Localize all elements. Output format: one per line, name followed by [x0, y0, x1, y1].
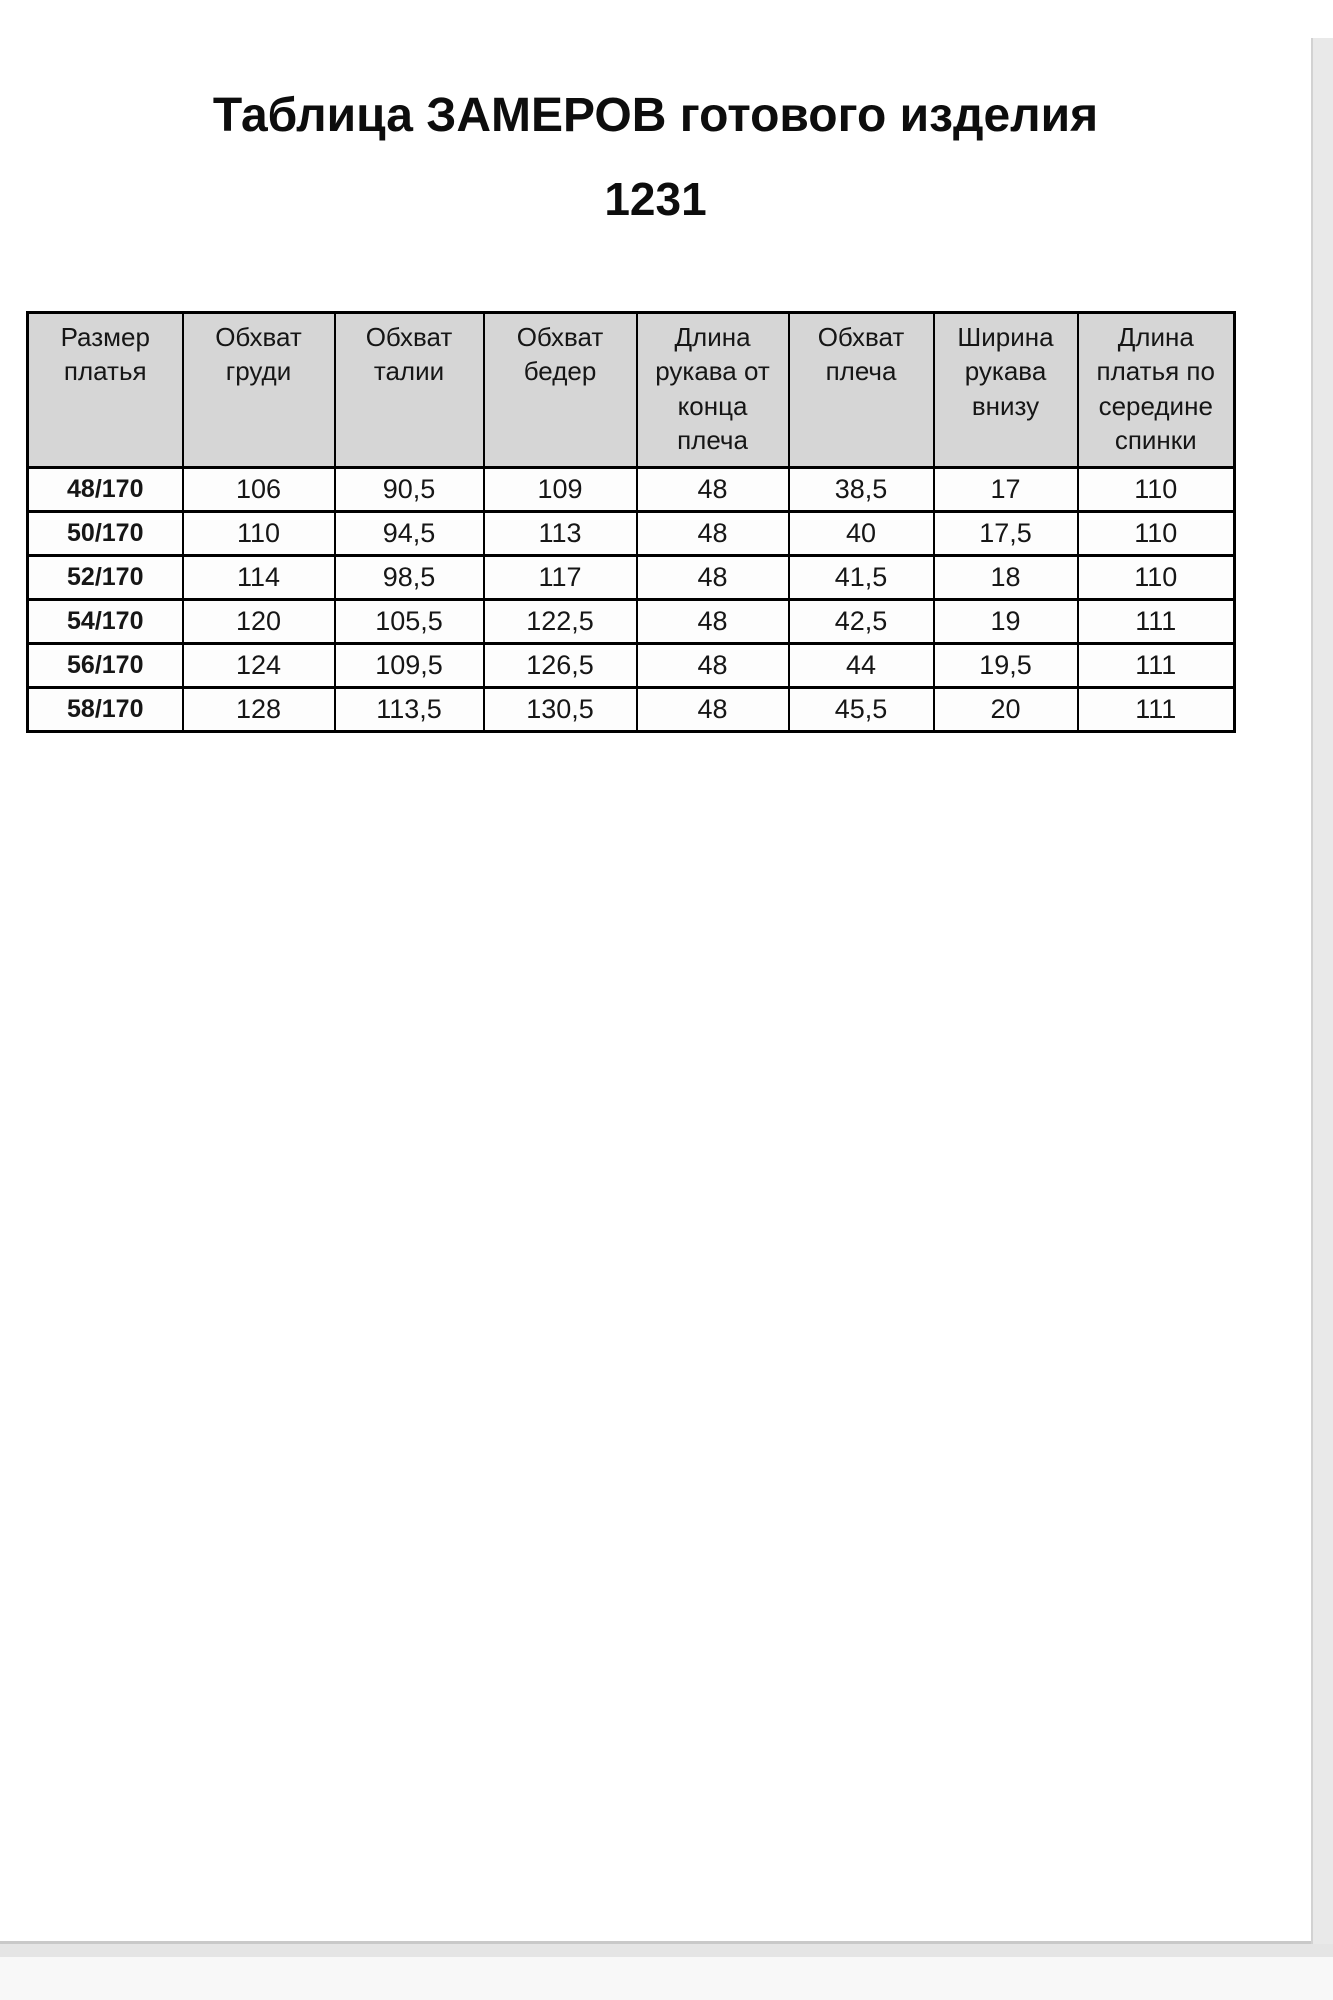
value-cell: 111 — [1078, 688, 1235, 732]
value-cell: 38,5 — [789, 468, 934, 512]
table-row — [28, 644, 1235, 688]
measurements-table — [26, 311, 1236, 733]
column-header-sleeve-length: Длина рукава от конца плеча — [637, 313, 789, 468]
value-cell: 48 — [637, 512, 789, 556]
value-cell: 17 — [934, 468, 1078, 512]
value-cell: 90,5 — [335, 468, 484, 512]
column-header-upper-arm: Обхват плеча — [789, 313, 934, 468]
value-cell: 19 — [934, 600, 1078, 644]
page-edge-bottom-band — [0, 1944, 1333, 1957]
value-cell: 126,5 — [484, 644, 637, 688]
table-row — [28, 468, 1235, 512]
page-edge-right — [1311, 38, 1333, 1958]
column-header-sleeve-width: Ширина рукава внизу — [934, 313, 1078, 468]
table-row — [28, 556, 1235, 600]
value-cell: 120 — [183, 600, 335, 644]
value-cell: 19,5 — [934, 644, 1078, 688]
table-row — [28, 688, 1235, 732]
value-cell: 40 — [789, 512, 934, 556]
value-cell: 128 — [183, 688, 335, 732]
value-cell: 122,5 — [484, 600, 637, 644]
value-cell: 48 — [637, 644, 789, 688]
value-cell: 17,5 — [934, 512, 1078, 556]
size-cell: 54/170 — [28, 600, 183, 644]
value-cell: 94,5 — [335, 512, 484, 556]
size-cell: 58/170 — [28, 688, 183, 732]
column-header-waist: Обхват талии — [335, 313, 484, 468]
value-cell: 109,5 — [335, 644, 484, 688]
value-cell: 106 — [183, 468, 335, 512]
value-cell: 41,5 — [789, 556, 934, 600]
value-cell: 18 — [934, 556, 1078, 600]
value-cell: 110 — [1078, 468, 1235, 512]
value-cell: 109 — [484, 468, 637, 512]
value-cell: 20 — [934, 688, 1078, 732]
column-header-size: Размер платья — [28, 313, 183, 468]
value-cell: 48 — [637, 600, 789, 644]
value-cell: 45,5 — [789, 688, 934, 732]
column-header-chest: Обхват груди — [183, 313, 335, 468]
value-cell: 117 — [484, 556, 637, 600]
size-cell: 52/170 — [28, 556, 183, 600]
value-cell: 48 — [637, 688, 789, 732]
value-cell: 113,5 — [335, 688, 484, 732]
value-cell: 110 — [1078, 512, 1235, 556]
value-cell: 130,5 — [484, 688, 637, 732]
value-cell: 124 — [183, 644, 335, 688]
value-cell: 113 — [484, 512, 637, 556]
value-cell: 111 — [1078, 644, 1235, 688]
column-header-back-length: Длина платья по середине спинки — [1078, 313, 1235, 468]
value-cell: 111 — [1078, 600, 1235, 644]
table-row — [28, 512, 1235, 556]
value-cell: 110 — [1078, 556, 1235, 600]
value-cell: 42,5 — [789, 600, 934, 644]
value-cell: 110 — [183, 512, 335, 556]
value-cell: 48 — [637, 556, 789, 600]
model-number: 1231 — [604, 173, 707, 225]
value-cell: 48 — [637, 468, 789, 512]
value-cell: 105,5 — [335, 600, 484, 644]
value-cell: 114 — [183, 556, 335, 600]
size-cell: 48/170 — [28, 468, 183, 512]
page-edge-bottom-area — [0, 1957, 1333, 2000]
size-cell: 50/170 — [28, 512, 183, 556]
value-cell: 44 — [789, 644, 934, 688]
column-header-hips: Обхват бедер — [484, 313, 637, 468]
value-cell: 98,5 — [335, 556, 484, 600]
page-title: Таблица ЗАМЕРОВ готового изделия — [212, 89, 1099, 142]
header-row — [28, 313, 1235, 468]
table-row — [28, 600, 1235, 644]
size-cell: 56/170 — [28, 644, 183, 688]
